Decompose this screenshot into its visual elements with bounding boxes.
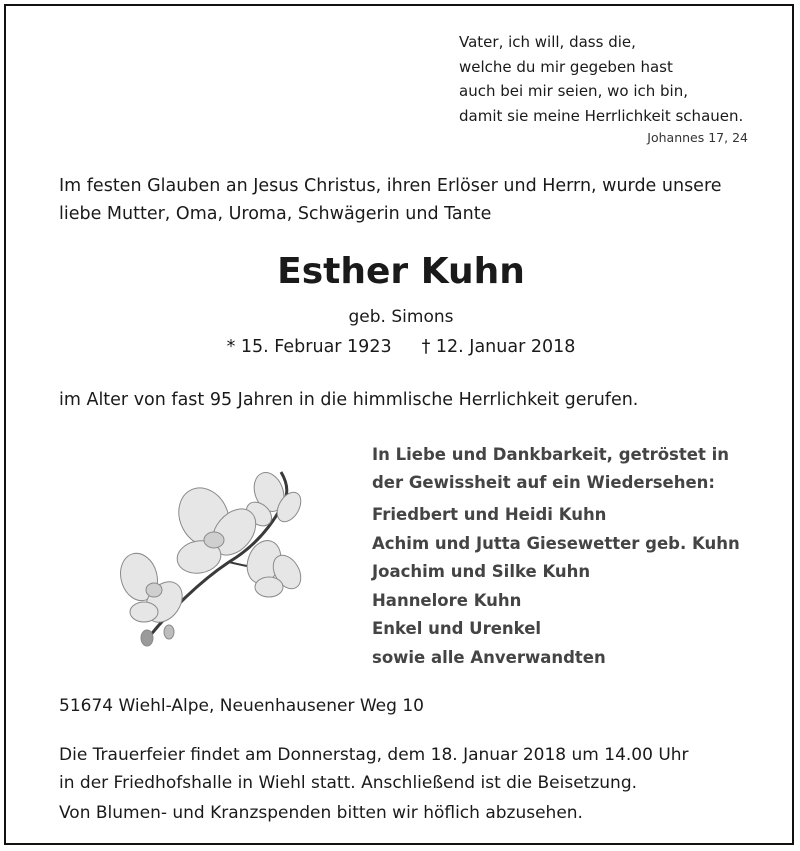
mourner-name: Achim und Jutta Giesewetter geb. Kuhn [372,533,740,553]
obituary-frame [4,4,794,845]
orchid-icon [109,462,309,652]
flowers-note: Von Blumen- und Kranzspenden bitten wir höflich abzusehen. [59,803,583,823]
service-line: Die Trauerfeier findet am Donnerstag, dem 18. Januar 2018 um 14.00 Uhr [59,745,689,765]
bible-verse [459,30,743,128]
death-date: † 12. Januar 2018 [421,337,576,357]
age-line: im Alter von fast 95 Jahren in die himmlische Herrlichkeit gerufen. [59,390,639,410]
intro-text [59,172,722,228]
verse-line: auch bei mir seien, wo ich bin, [459,82,688,100]
birth-date: * 15. Februar 1923 [226,337,392,357]
deceased-name: Esther Kuhn [277,251,525,292]
verse-line: damit sie meine Herrlichkeit schauen. [459,106,744,125]
mourner-name: Hannelore Kuhn [372,590,522,610]
mourner-name: Joachim und Silke Kuhn [372,562,591,581]
mourner-name: Enkel und Urenkel [372,619,542,638]
mourner-name: Friedbert und Heidi Kuhn [372,505,607,524]
verse-line: welche du mir gegeben hast [459,57,673,76]
thanks-heading [372,441,729,496]
verse-reference: Johannes 17, 24 [647,130,748,145]
life-dates [6,337,796,357]
thanks-line: In Liebe und Dankbarkeit, getröstet in [372,445,729,464]
intro-line: liebe Mutter, Oma, Uroma, Schwägerin und Tante [59,204,492,224]
intro-line: Im festen Glauben an Jesus Christus, ihren Erlöser und Herrn, wurde unsere [59,176,722,196]
service-info [59,742,689,797]
thanks-line: der Gewissheit auf ein Wiedersehen: [372,472,716,492]
mourner-name: sowie alle Anverwandten [372,647,606,667]
address: 51674 Wiehl-Alpe, Neuenhausener Weg 10 [59,696,424,716]
maiden-name: geb. Simons [348,307,454,327]
verse-line: Vater, ich will, dass die, [459,33,636,51]
service-line: in der Friedhofshalle in Wiehl statt. Anschließend ist die Beisetzung. [59,772,638,793]
mourners-list [372,501,740,672]
